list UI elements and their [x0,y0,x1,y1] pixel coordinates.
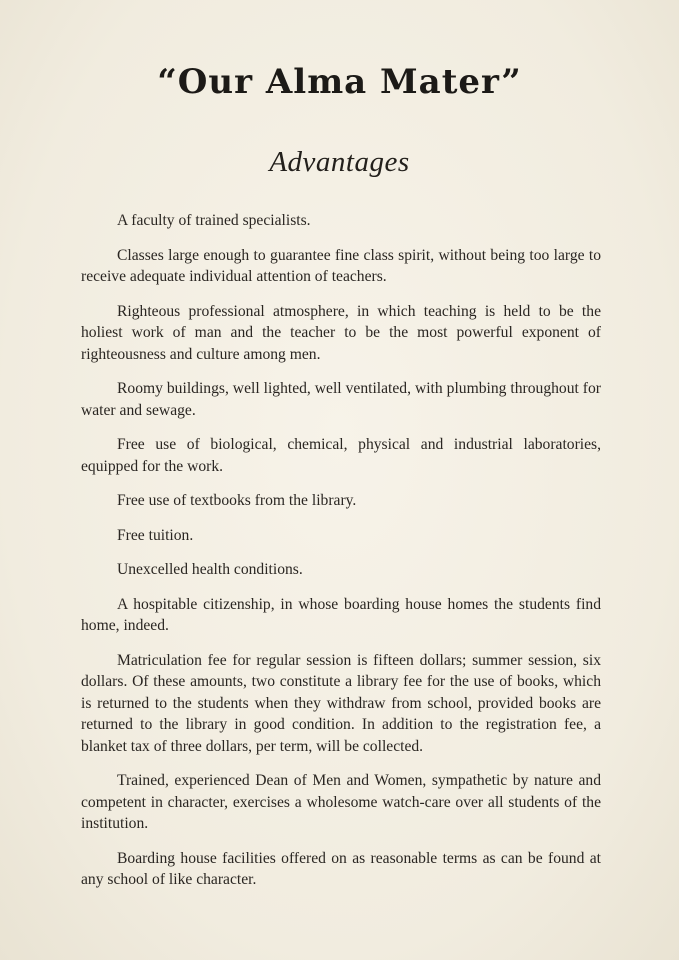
section-heading: Advantages [269,146,410,178]
paragraph-health: Unexcelled health conditions. [117,561,303,578]
paragraph-classes: Classes large enough to guarantee fine class spirit, without being too large to receive adequate individual attention of teachers. [81,246,601,285]
body-text [81,210,601,891]
paragraph-atmosphere: Righteous professional atmosphere, in which teaching is held to be the holiest work of man and the teacher to be the most powerful exponent of righteousness and culture among men. [81,302,601,363]
paragraph-citizenship: A hospitable citizenship, in whose boarding house homes the students find home, indeed. [81,595,601,634]
paragraph-tuition: Free tuition. [117,526,194,544]
paragraph-dean: Trained, experienced Dean of Men and Women, sympathetic by nature and competent in character, exercises a wholesome watch-care over all students of the institution. [81,772,601,832]
page-title: “Our Alma Mater” [157,62,522,102]
paragraph-faculty: A faculty of trained specialists. [117,212,311,229]
paragraph-fees: Matriculation fee for regular session is fifteen dollars; summer session, six dollars. Of these amounts, two constitute a library fee for the use of books, which is returned to the students when they withdraw from school, provided books are returned to the library in good condition. In addition to the registration fee, a blanket tax of three dollars, per term, will be collected. [81,651,601,755]
paragraph-laboratories: Free use of biological, chemical, physical and industrial laboratories, equipped for the work. [81,436,601,475]
paragraph-textbooks: Free use of textbooks from the library. [117,492,357,509]
paragraph-boarding: Boarding house facilities offered on as reasonable terms as can be found at any school of like character. [81,849,601,888]
paragraph-buildings: Roomy buildings, well lighted, well ventilated, with plumbing throughout for water and sewage. [81,380,601,419]
